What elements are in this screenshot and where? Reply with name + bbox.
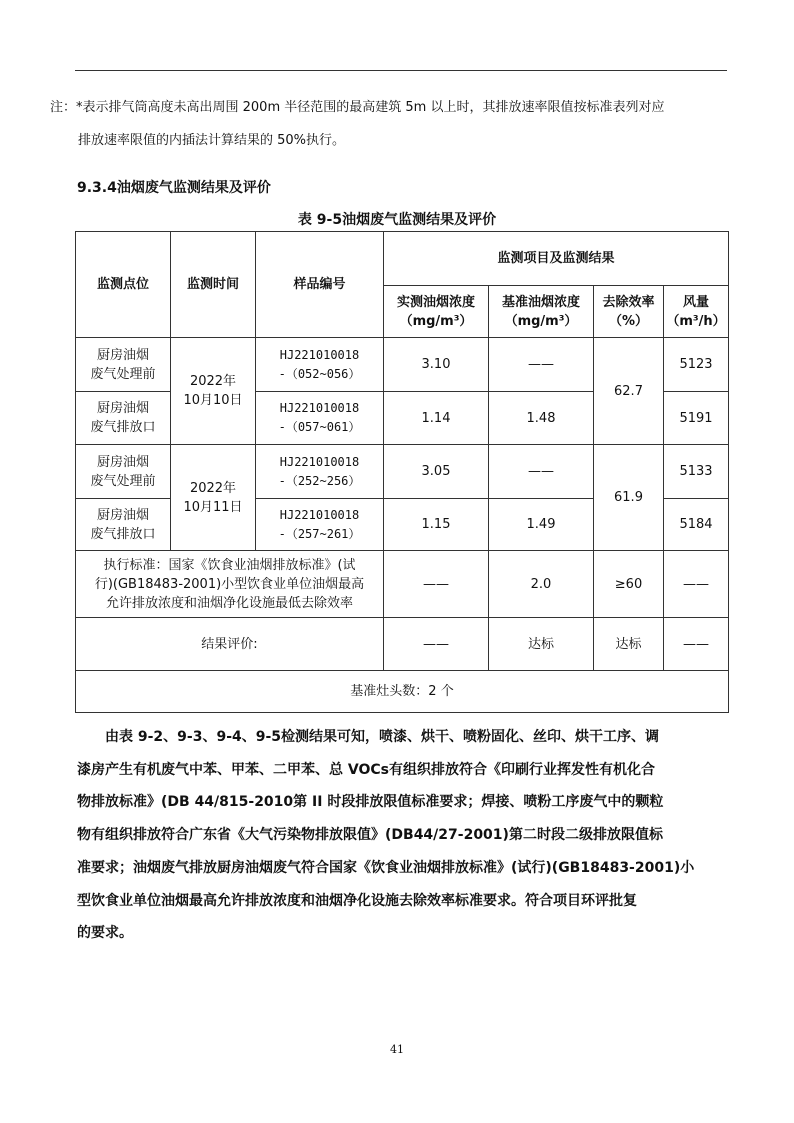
paragraph-line: 准要求；油烟废气排放厨房油烟废气符合国家《饮食业油烟排放标准》(试行)(GB18483-2001)小 bbox=[77, 859, 695, 876]
cell-airflow: 5191 bbox=[664, 392, 729, 445]
table-footer: 基准灶头数：2 个 bbox=[76, 671, 729, 713]
header-airflow: 风量 （m³/h） bbox=[664, 286, 729, 338]
cell-measured: 3.05 bbox=[384, 445, 489, 499]
standard-measured: —— bbox=[384, 551, 489, 618]
evaluation-airflow: —— bbox=[664, 618, 729, 671]
cell-airflow: 5133 bbox=[664, 445, 729, 499]
cell-location: 厨房油烟 废气处理前 bbox=[76, 445, 171, 499]
cell-airflow: 5184 bbox=[664, 499, 729, 551]
cell-location: 厨房油烟 废气排放口 bbox=[76, 499, 171, 551]
results-table bbox=[75, 231, 729, 713]
cell-efficiency: 61.9 bbox=[594, 445, 664, 551]
cell-baseline: 1.49 bbox=[489, 499, 594, 551]
header-sample: 样品编号 bbox=[256, 232, 384, 338]
cell-location: 厨房油烟 废气处理前 bbox=[76, 338, 171, 392]
cell-sample: HJ221010018 -（052~056） bbox=[256, 338, 384, 392]
standard-airflow: —— bbox=[664, 551, 729, 618]
standard-efficiency: ≥60 bbox=[594, 551, 664, 618]
footer-row bbox=[76, 671, 729, 713]
evaluation-baseline: 达标 bbox=[489, 618, 594, 671]
header-rule bbox=[75, 70, 727, 71]
evaluation-label: 结果评价: bbox=[76, 618, 384, 671]
paragraph-line: 由表 9-2、9-3、9-4、9-5检测结果可知，喷漆、烘干、喷粉固化、丝印、烘干工序、调 bbox=[105, 729, 660, 745]
cell-baseline: —— bbox=[489, 445, 594, 499]
standard-baseline: 2.0 bbox=[489, 551, 594, 618]
cell-sample: HJ221010018 -（257~261） bbox=[256, 499, 384, 551]
cell-location: 厨房油烟 废气排放口 bbox=[76, 392, 171, 445]
table-row bbox=[76, 445, 729, 499]
header-location: 监测点位 bbox=[76, 232, 171, 338]
section-title: 9.3.4油烟废气监测结果及评价 bbox=[77, 180, 271, 196]
cell-date: 2022年 10月11日 bbox=[171, 445, 256, 551]
table-row bbox=[76, 338, 729, 392]
paragraph-line: 型饮食业单位油烟最高允许排放浓度和油烟净化设施去除效率标准要求。符合项目环评批复 bbox=[77, 892, 637, 909]
note-line-1: 注：*表示排气筒高度未高出周围 200m 半径范围的最高建筑 5m 以上时，其排放速率限值按标准表列对应 bbox=[50, 100, 665, 115]
note-line-2: 排放速率限值的内插法计算结果的 50%执行。 bbox=[78, 133, 346, 148]
header-group: 监测项目及监测结果 bbox=[384, 232, 729, 286]
paragraph-line: 物有组织排放符合广东省《大气污染物排放限值》(DB44/27-2001)第二时段二级排放限值标 bbox=[77, 827, 663, 844]
paragraph-line: 物排放标准》(DB 44/815-2010第 II 时段排放限值标准要求；焊接、喷粉工序废气中的颗粒 bbox=[77, 794, 664, 811]
page-number: 41 bbox=[390, 1043, 404, 1056]
cell-baseline: —— bbox=[489, 338, 594, 392]
cell-sample: HJ221010018 -（057~061） bbox=[256, 392, 384, 445]
header-time: 监测时间 bbox=[171, 232, 256, 338]
cell-measured: 1.15 bbox=[384, 499, 489, 551]
header-baseline: 基准油烟浓度 （mg/m³） bbox=[489, 286, 594, 338]
standard-row bbox=[76, 551, 729, 618]
evaluation-row bbox=[76, 618, 729, 671]
conclusion-paragraph bbox=[77, 721, 729, 950]
cell-measured: 3.10 bbox=[384, 338, 489, 392]
evaluation-efficiency: 达标 bbox=[594, 618, 664, 671]
header-efficiency: 去除效率 （%） bbox=[594, 286, 664, 338]
cell-sample: HJ221010018 -（252~256） bbox=[256, 445, 384, 499]
cell-efficiency: 62.7 bbox=[594, 338, 664, 445]
cell-baseline: 1.48 bbox=[489, 392, 594, 445]
header-measured: 实测油烟浓度 （mg/m³） bbox=[384, 286, 489, 338]
paragraph-line: 的要求。 bbox=[77, 925, 133, 942]
table-title: 表 9-5油烟废气监测结果及评价 bbox=[297, 212, 497, 228]
cell-airflow: 5123 bbox=[664, 338, 729, 392]
evaluation-measured: —— bbox=[384, 618, 489, 671]
standard-label: 执行标准：国家《饮食业油烟排放标准》(试 行)(GB18483-2001)小型饮食业单位油烟最高 允许排放浓度和油烟净化设施最低去除效率 bbox=[76, 551, 384, 618]
paragraph-line: 漆房产生有机废气中苯、甲苯、二甲苯、总 VOCs有组织排放符合《印刷行业挥发性有机化合 bbox=[77, 761, 655, 778]
cell-measured: 1.14 bbox=[384, 392, 489, 445]
cell-date: 2022年 10月10日 bbox=[171, 338, 256, 445]
